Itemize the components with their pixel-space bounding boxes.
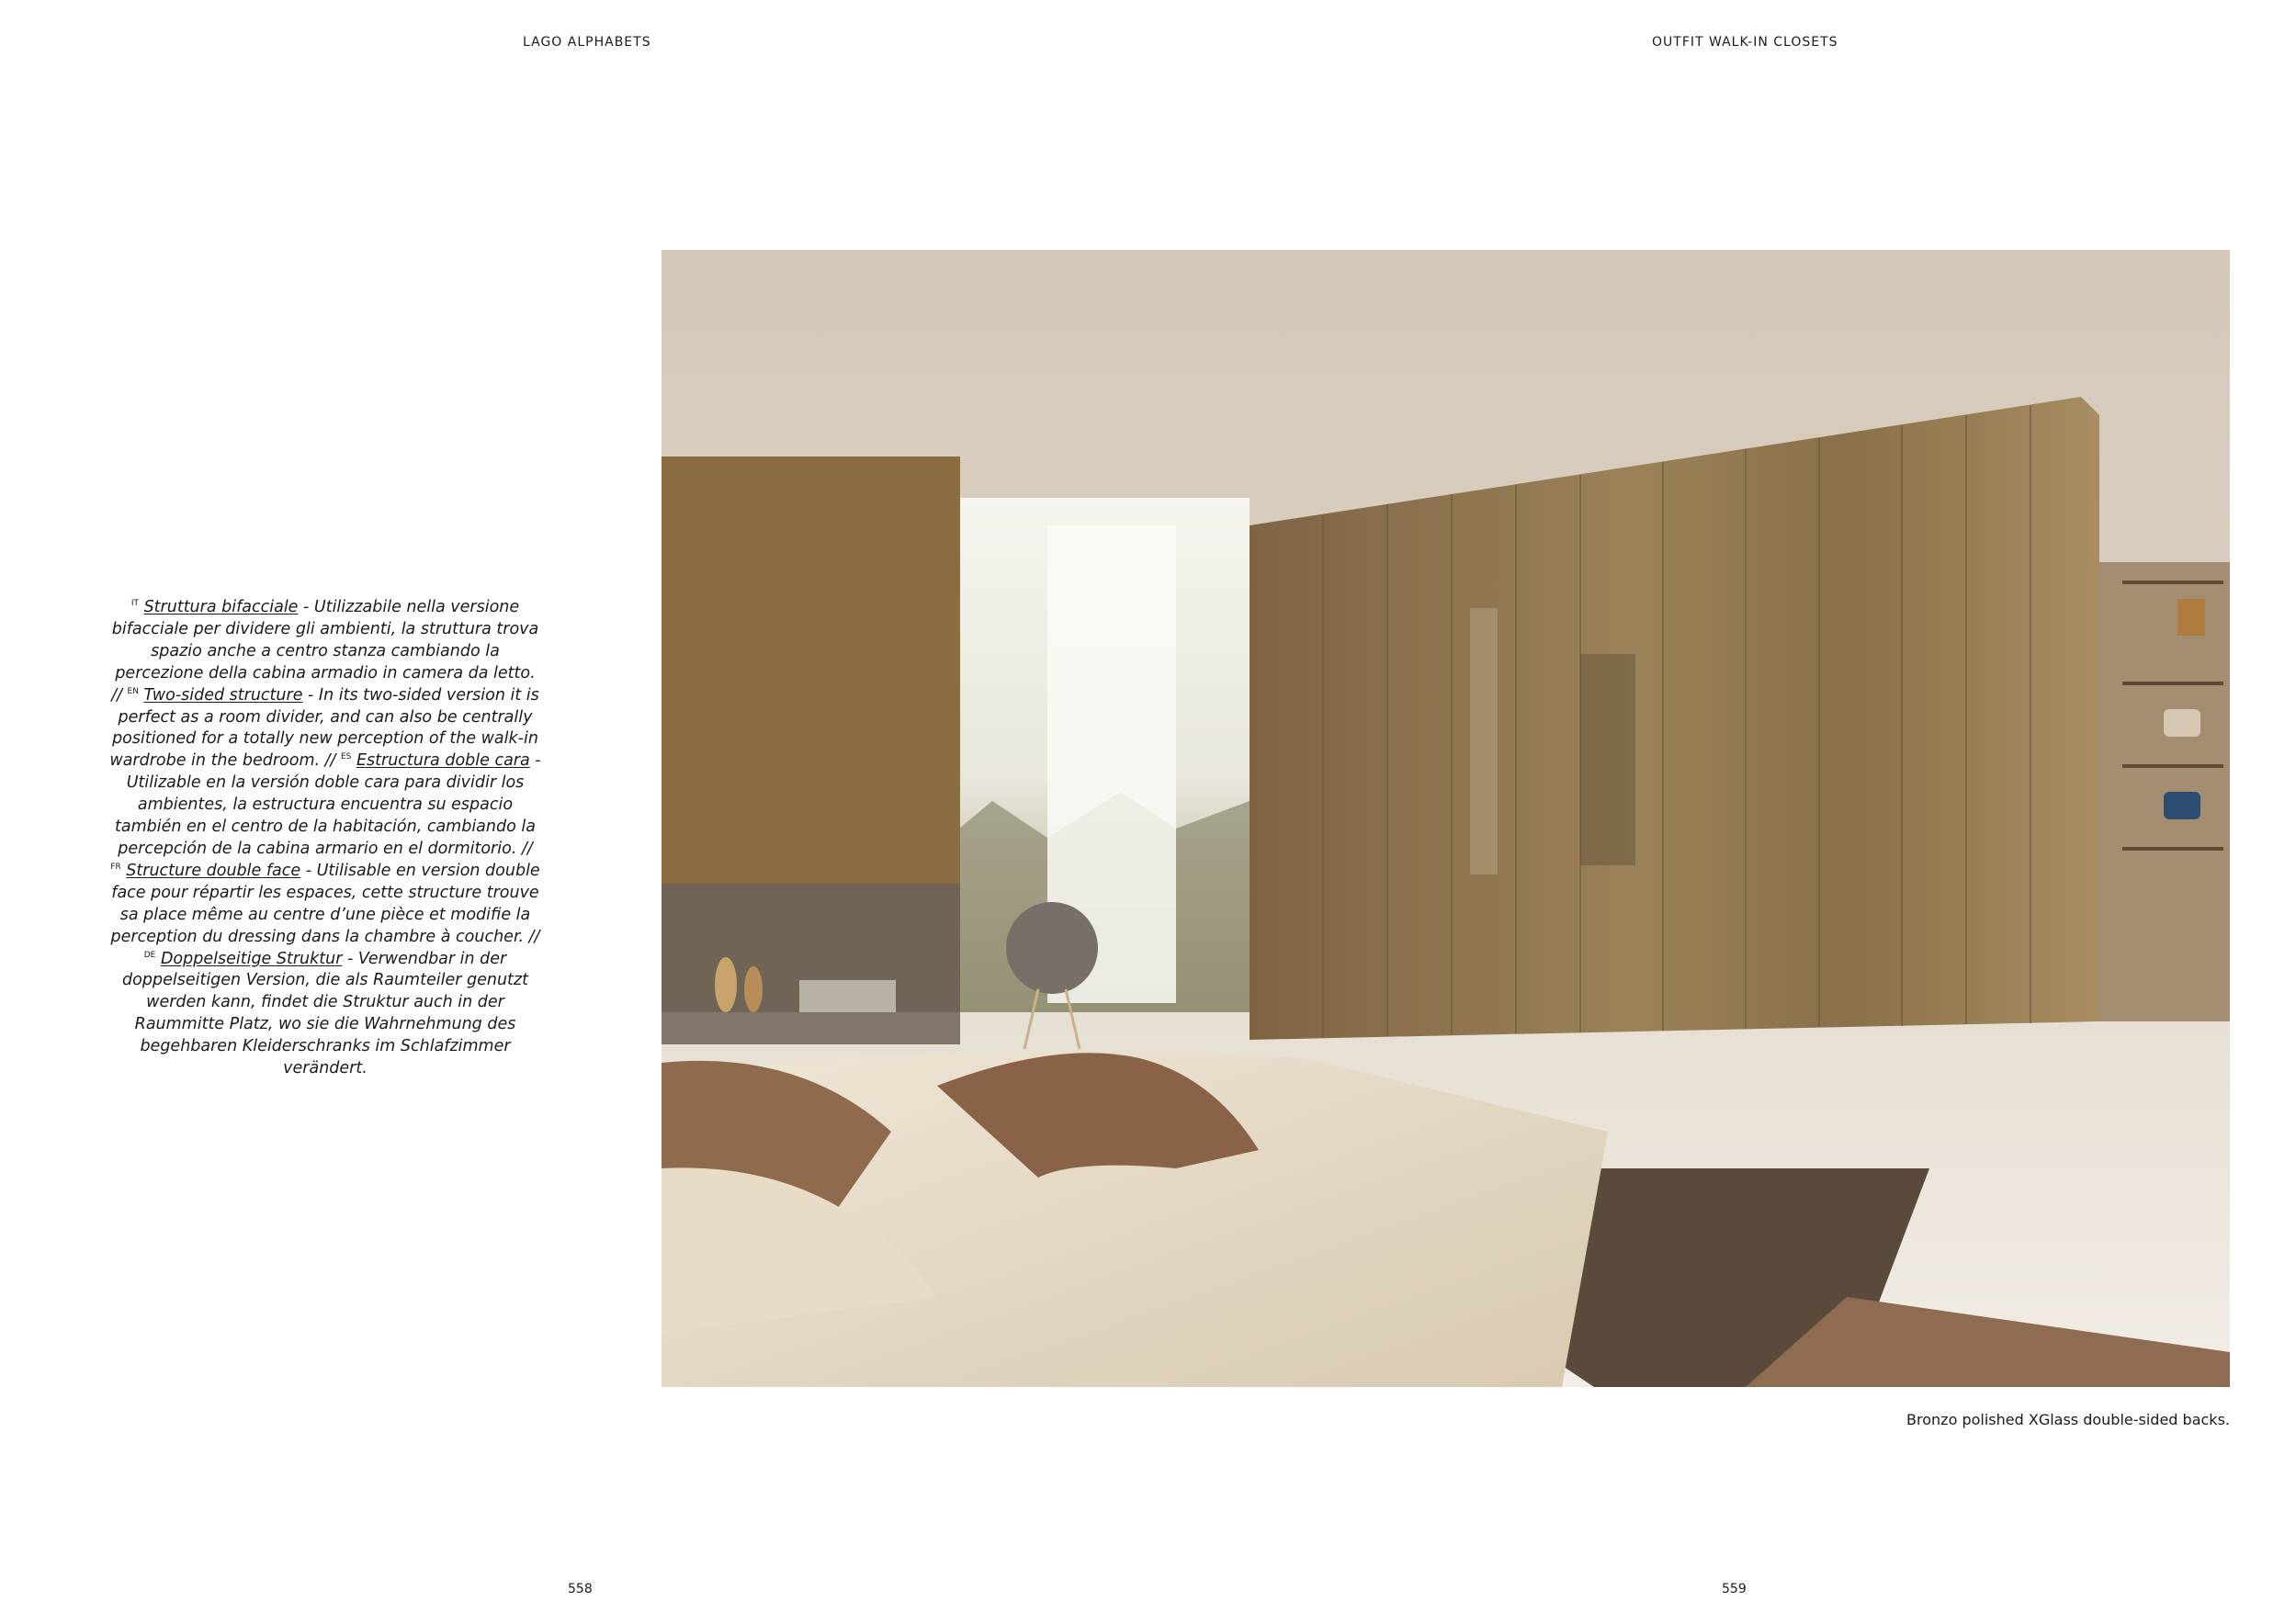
lang-tag-de: DE	[143, 950, 156, 960]
text-fr: - Utilisable en version double face pour répartir les espaces, cette structure trouve sa place même au centre d’une pièce et modifie la perception du dressing dans la chambre à coucher. //	[110, 861, 540, 946]
running-head-right: OUTFIT WALK-IN CLOSETS	[1652, 35, 1838, 50]
text-de: - Verwendbar in der doppelseitigen Version, die als Raumteiler genutzt werden kann, findet die Struktur auch in der Raummitte Platz, wo sie die Wahrnehmung des begehbaren Kleiderschranks im Schlafzimmer verändert.	[122, 949, 528, 1078]
text-es: - Utilizable en la versión doble cara para dividir los ambientes, la estructura encuentra su espacio también en el centro de la habitación, cambiando la percepción de la cabina armario en el dormitorio. //	[115, 751, 541, 858]
title-en: Two-sided structure	[143, 685, 303, 705]
lang-tag-es: ES	[340, 752, 352, 762]
product-description	[108, 597, 542, 1080]
running-head-left: LAGO ALPHABETS	[523, 35, 651, 50]
bedroom-photo	[662, 250, 2230, 1387]
text-en: - In its two-sided version it is perfect as a room divider, and can also be centrally positioned for a totally new perception of the walk-in wardrobe in the bedroom. //	[109, 685, 539, 771]
title-es: Estructura doble cara	[356, 751, 530, 771]
text-it: - Utilizzabile nella versione bifacciale per dividere gli ambienti, la struttura trova spazio anche a centro stanza cambiando la percezione della cabina armadio in camera da letto. //	[111, 598, 539, 705]
title-it: Struttura bifacciale	[143, 598, 299, 616]
page-number-left: 558	[568, 1582, 593, 1596]
bedroom-illustration	[662, 250, 2230, 1387]
lang-tag-en: EN	[127, 686, 139, 696]
photo-caption: Bronzo polished XGlass double-sided backs.	[1906, 1411, 2230, 1428]
title-fr: Structure double face	[126, 861, 301, 880]
title-de: Doppelseitige Struktur	[160, 949, 343, 968]
page-number-right: 559	[1722, 1582, 1747, 1596]
lang-tag-fr: FR	[110, 863, 121, 873]
lang-tag-it: IT	[130, 599, 139, 609]
